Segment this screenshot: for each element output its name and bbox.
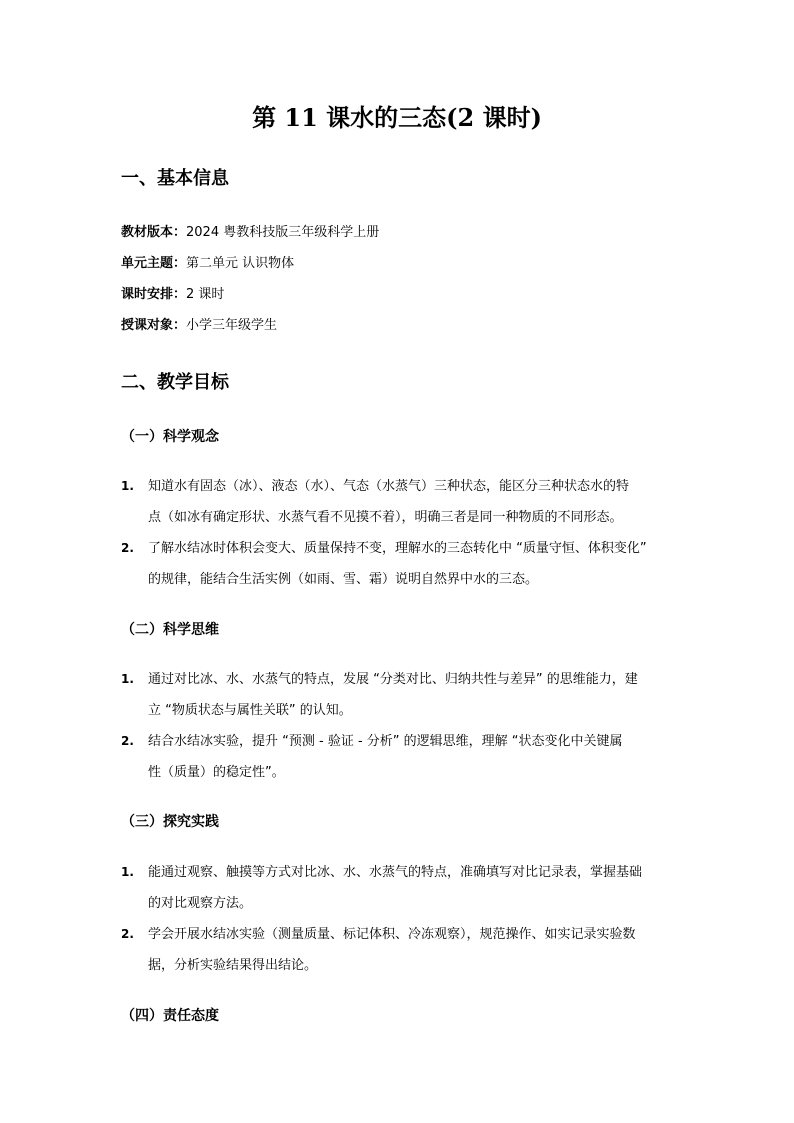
info-value: 小学三年级学生 [186, 318, 278, 333]
info-value: 第二单元 认识物体 [186, 256, 295, 271]
list-text-line: 学会开展水结冰实验（测量质量、标记体积、冷冻观察），规范操作、如实记录实验数 [148, 927, 636, 942]
subsection-heading-concepts: （一）科学观念 [121, 429, 219, 445]
list-text-line: 通过对比冰、水、水蒸气的特点，发展 “分类对比、归纳共性与差异” 的思维能力，建 [148, 672, 638, 687]
page-title: 第 11 课水的三态(2 课时) [252, 103, 542, 132]
list-text-line: 的规律，能结合生活实例（如雨、雪、霜）说明自然界中水的三态。 [148, 572, 539, 587]
info-label: 单元主题： [121, 256, 187, 271]
section-heading-objectives: 二、教学目标 [121, 372, 229, 393]
section-heading-basic-info: 一、基本信息 [121, 168, 229, 189]
list-item [121, 919, 681, 981]
info-row-audience [121, 316, 277, 336]
info-label: 教材版本： [121, 225, 187, 240]
list-number: 2. [121, 734, 134, 748]
info-row-textbook [121, 223, 379, 243]
list-text-line: 点（如冰有确定形状、水蒸气看不见摸不着），明确三者是同一种物质的不同形态。 [148, 510, 623, 525]
info-value: 2 课时 [186, 287, 225, 302]
list-text-line: 性（质量）的稳定性”。 [148, 765, 285, 780]
list-text-line: 立 “物质状态与属性关联” 的认知。 [148, 703, 352, 718]
list-text-line: 结合水结冰实验，提升 “预测 - 验证 - 分析” 的逻辑思维，理解 “状态变化中关键属 [148, 734, 623, 749]
subsection-heading-practice: （三）探究实践 [121, 814, 219, 830]
info-label: 课时安排： [121, 287, 187, 302]
list-text-line: 能通过观察、触摸等方式对比冰、水、水蒸气的特点，准确填写对比记录表，掌握基础 [148, 865, 643, 880]
list-number: 2. [121, 927, 134, 941]
list-number: 1. [121, 479, 134, 493]
list-number: 2. [121, 541, 134, 555]
list-item [121, 857, 681, 919]
subsection-heading-thinking: （二）科学思维 [121, 622, 219, 638]
info-value: 2024 粤教科技版三年级科学上册 [186, 225, 380, 240]
list-text-line: 了解水结冰时体积会变大、质量保持不变，理解水的三态转化中 “质量守恒、体积变化” [148, 541, 647, 556]
list-text-line: 据，分析实验结果得出结论。 [148, 958, 318, 973]
list-number: 1. [121, 865, 134, 879]
info-row-schedule [121, 285, 224, 305]
list-text-line: 知道水有固态（冰）、液态（水）、气态（水蒸气）三种状态，能区分三种状态水的特 [148, 479, 630, 494]
list-number: 1. [121, 672, 134, 686]
list-item [121, 471, 681, 533]
info-row-unit [121, 254, 294, 274]
list-item [121, 533, 681, 595]
list-item [121, 664, 681, 726]
list-text-line: 的对比观察方法。 [148, 896, 253, 911]
info-label: 授课对象： [121, 318, 187, 333]
list-item [121, 726, 681, 788]
subsection-heading-attitude: （四）责任态度 [121, 1008, 219, 1024]
